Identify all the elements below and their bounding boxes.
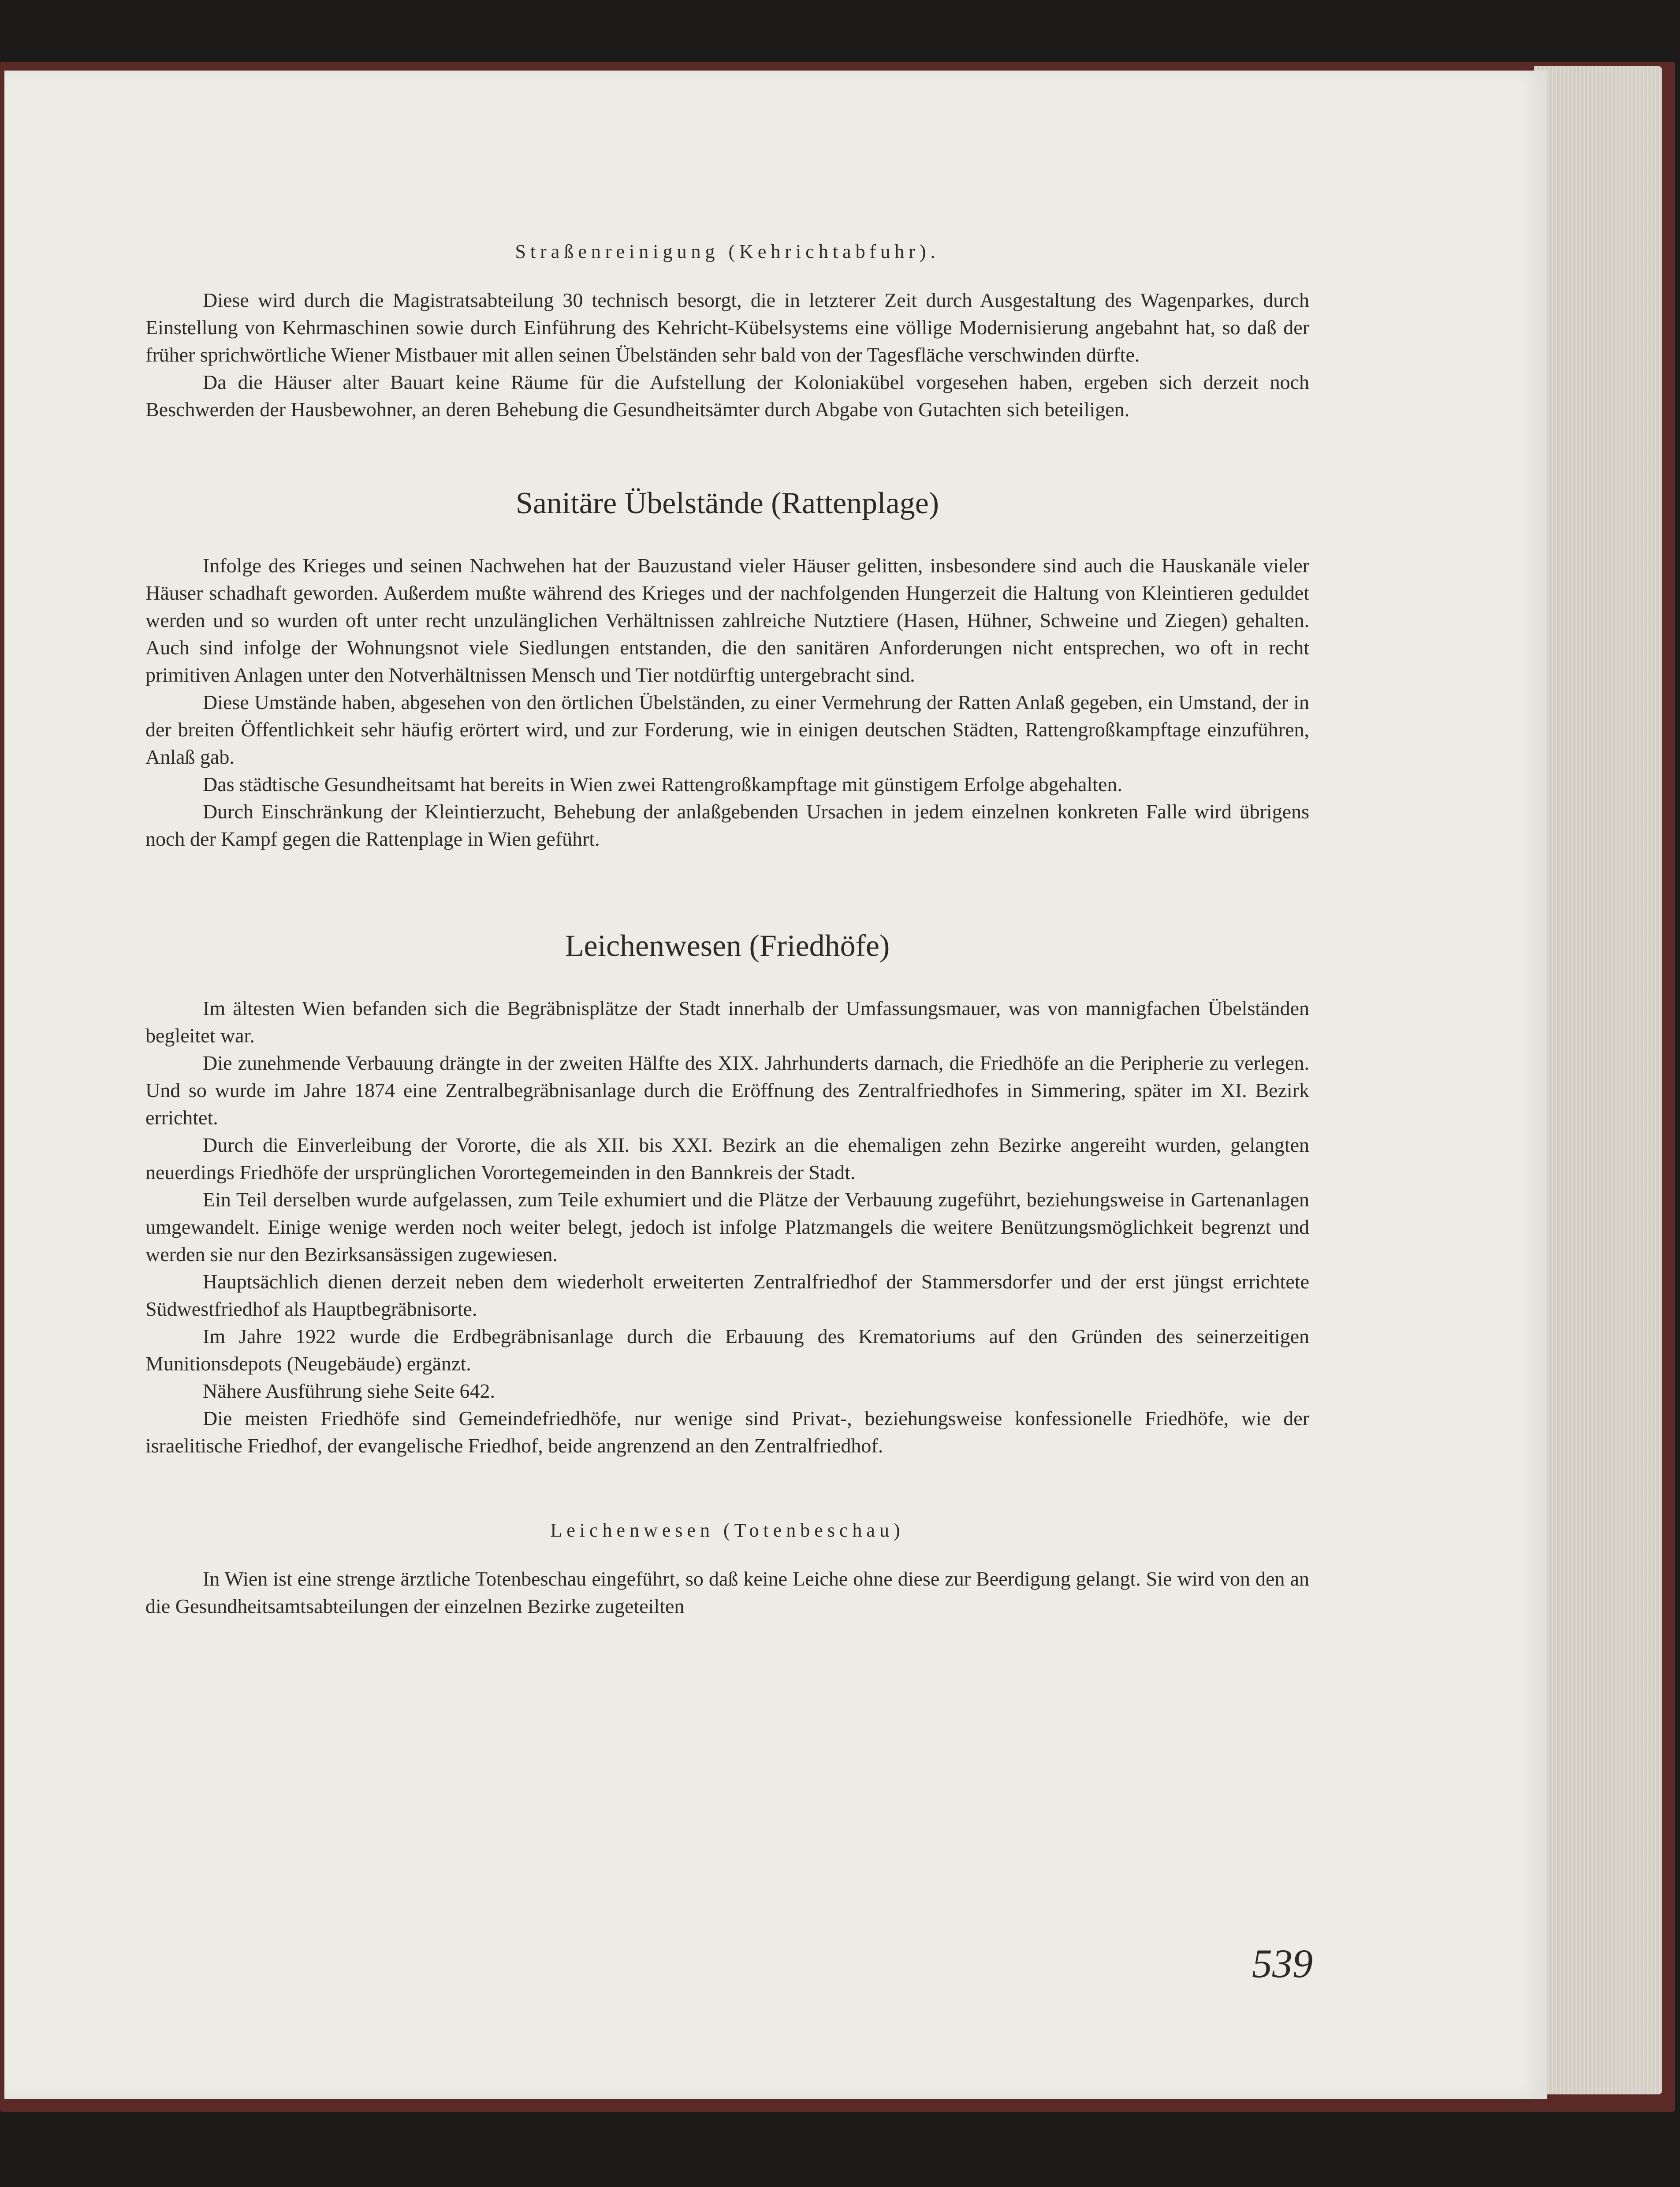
paragraph: Im ältesten Wien befanden sich die Begräbnisplätze der Stadt innerhalb der Umfassungsmauer, was von mannigfachen Übelständen begleitet war. bbox=[145, 997, 1309, 1047]
paragraph: Die zunehmende Verbauung drängte in der zweiten Hälfte des XIX. Jahrhunderts darnach, die Friedhöfe an die Peripherie zu verlegen. Und so wurde im Jahre 1874 eine Zentralbegräbnisanlage durch die Eröffnung des Zentralfriedhofes in Simmering, später im XI. Bezirk errichtet. bbox=[145, 1052, 1309, 1129]
section-title-rattenplage: Sanitäre Übelstände (Rattenplage) bbox=[515, 486, 939, 520]
paragraph: Infolge des Krieges und seinen Nachwehen hat der Bauzustand vieler Häuser gelitten, insbesondere sind auch die Hauskanäle vieler Häuser schadhaft geworden. Außerdem mußte während des Krieges und der nachfolgenden Hungerzeit die Haltung von Kleintieren geduldet werden und so wurden oft unter recht unzulänglichen Verhältnissen zahlreiche Nutztiere (Hasen, Hühner, Schweine und Ziegen) gehalten. Auch sind infolge der Wohnungsnot viele Siedlungen entstanden, die den sanitären Anforderungen nicht entsprechen, wo oft in recht primitiven Anlagen unter den Notverhältnissen Mensch und Tier notdürftig untergebracht sind. bbox=[145, 554, 1309, 686]
paragraph: Da die Häuser alter Bauart keine Räume für die Aufstellung der Koloniakübel vorgesehen haben, ergeben sich derzeit noch Beschwerden der Hausbewohner, an deren Behebung die Gesundheitsämter durch Abgabe von Gutachten sich beteiligen. bbox=[145, 371, 1309, 421]
section-title-friedhoefe: Leichenwesen (Friedhöfe) bbox=[565, 929, 890, 963]
paragraph: Die meisten Friedhöfe sind Gemeindefriedhöfe, nur wenige sind Privat-, beziehungsweise konfessionelle Friedhöfe, wie der israelitische Friedhof, der evangelische Friedhof, beide angrenzend an den Zentralfriedhof. bbox=[145, 1407, 1309, 1457]
page-number: 539 bbox=[1252, 1941, 1313, 1986]
book-page bbox=[4, 71, 1547, 2099]
page-edges bbox=[1534, 66, 1662, 2094]
paragraph: Diese Umstände haben, abgesehen von den örtlichen Übelständen, zu einer Vermehrung der Ratten Anlaß gegeben, ein Umstand, der in der breiten Öffentlichkeit sehr häufig erörtert wird, und zur Forderung, wie in einigen deutschen Städten, Rattengroßkampftage einzuführen, Anlaß gab. bbox=[145, 691, 1309, 768]
paragraph: Durch Einschränkung der Kleintierzucht, Behebung der anlaßgebenden Ursachen in jedem einzelnen konkreten Falle wird übrigens noch der Kampf gegen die Rattenplage in Wien geführt. bbox=[145, 800, 1309, 850]
section-title-strassenreinigung: Straßenreinigung (Kehrichtabfuhr). bbox=[515, 241, 940, 262]
paragraph: Im Jahre 1922 wurde die Erdbegräbnisanlage durch die Erbauung des Krematoriums auf den Gründen des seinerzeitigen Munitionsdepots (Neugebäude) ergänzt. bbox=[145, 1325, 1309, 1375]
paragraph: In Wien ist eine strenge ärztliche Totenbeschau eingeführt, so daß keine Leiche ohne diese zur Beerdigung gelangt. Sie wird von den an die Gesundheitsamtsabteilungen der einzelnen Bezirke zugeteilten bbox=[145, 1567, 1309, 1617]
page-content bbox=[145, 238, 1309, 1620]
paragraph: Nähere Ausführung siehe Seite 642. bbox=[203, 1380, 495, 1402]
paragraph: Durch die Einverleibung der Vororte, die als XII. bis XXI. Bezirk an die ehemaligen zehn Bezirke angereiht wurden, gelangten neuerdings Friedhöfe der ursprünglichen Vorortegemeinden in den Bannkreis der Stadt. bbox=[145, 1134, 1309, 1183]
section-title-totenbeschau: Leichenwesen (Totenbeschau) bbox=[550, 1519, 905, 1541]
paragraph: Ein Teil derselben wurde aufgelassen, zum Teile exhumiert und die Plätze der Verbauung zugeführt, beziehungsweise in Gartenanlagen umgewandelt. Einige wenige werden noch weiter belegt, jedoch ist infolge Platzmangels die weitere Benützungsmöglichkeit begrenzt und werden sie nur den Bezirksansässigen zugewiesen. bbox=[145, 1188, 1309, 1265]
paragraph: Das städtische Gesundheitsamt hat bereits in Wien zwei Rattengroßkampftage mit günstigem Erfolge abgehalten. bbox=[203, 773, 1122, 795]
paragraph: Diese wird durch die Magistratsabteilung 30 technisch besorgt, die in letzterer Zeit durch Ausgestaltung des Wagenparkes, durch Einstellung von Kehrmaschinen sowie durch Einführung des Kehricht-Kübelsystems eine völlige Modernisierung angebahnt hat, so daß der früher sprichwörtliche Wiener Mistbauer mit allen seinen Übelständen sehr bald von der Tagesfläche verschwinden dürfte. bbox=[145, 289, 1309, 366]
paragraph: Hauptsächlich dienen derzeit neben dem wiederholt erweiterten Zentralfriedhof der Stammersdorfer und der erst jüngst errichtete Südwestfriedhof als Hauptbegräbnisorte. bbox=[145, 1270, 1309, 1320]
